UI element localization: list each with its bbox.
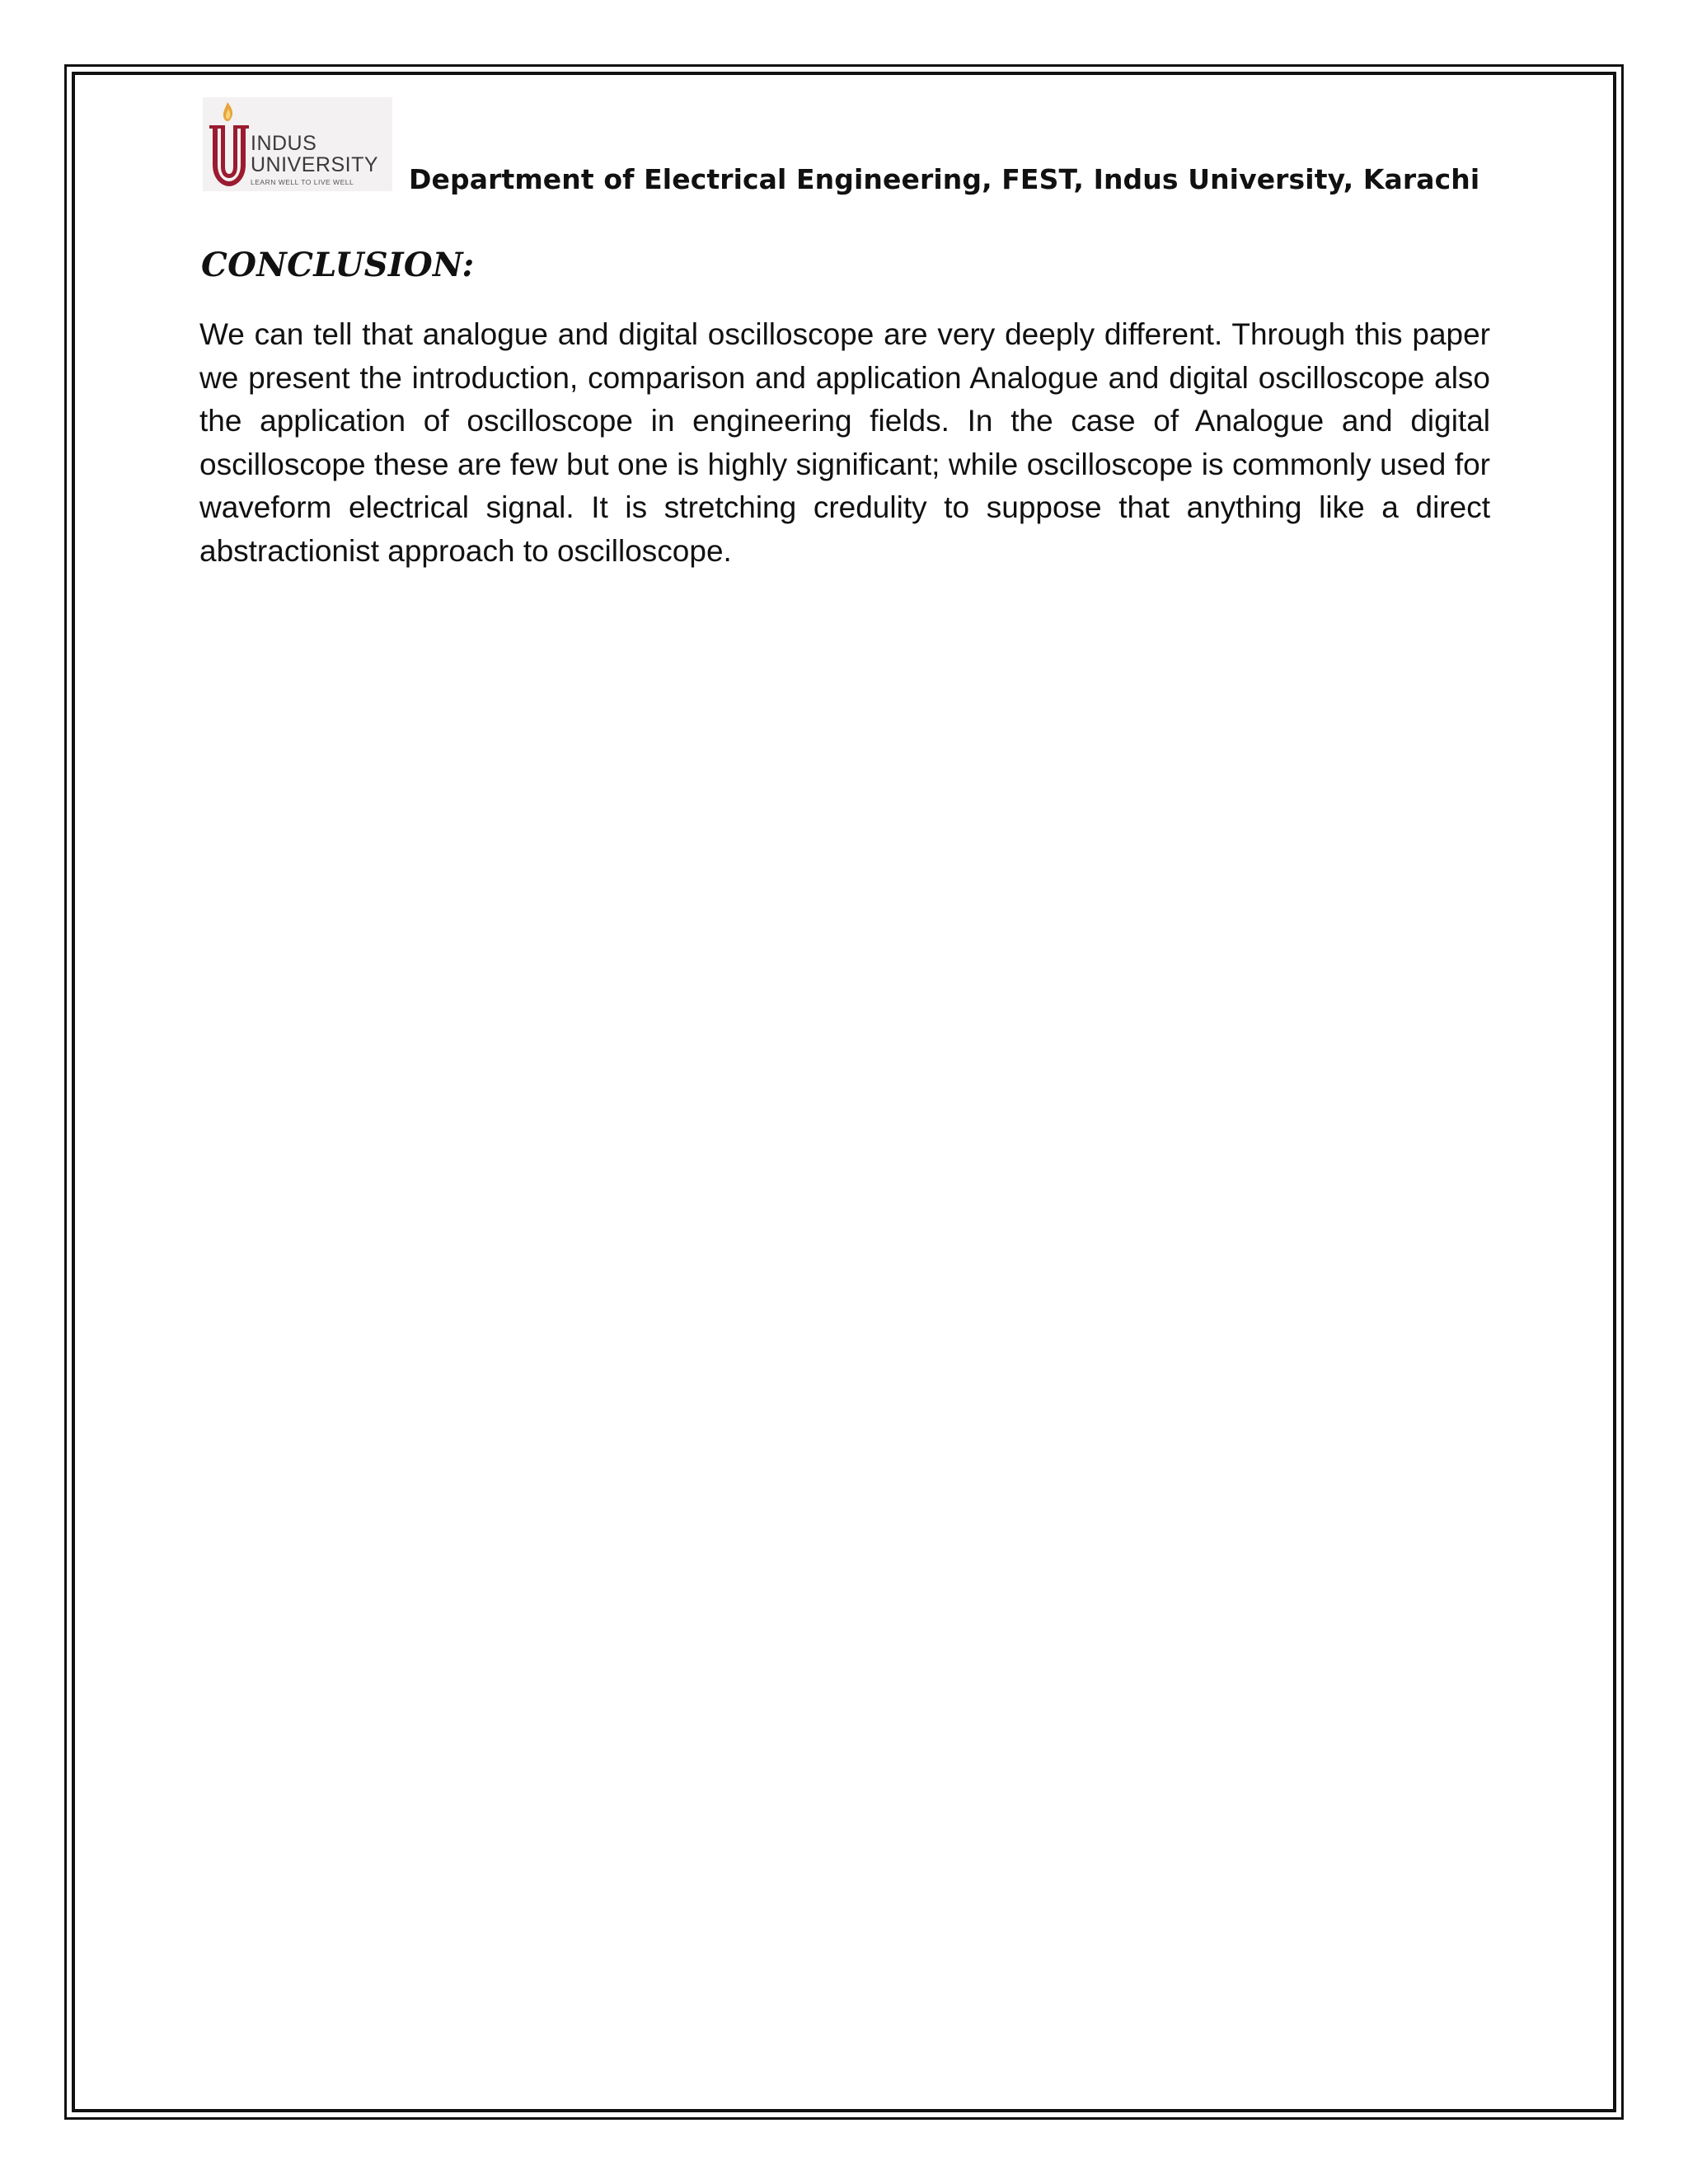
logo-text-university: UNIVERSITY: [251, 153, 379, 176]
indus-university-logo: [203, 97, 392, 191]
section-title: CONCLUSION:: [201, 246, 475, 284]
torch-logo-icon: [208, 101, 251, 190]
logo-tagline: LEARN WELL TO LIVE WELL: [251, 178, 354, 186]
logo-text-indus: INDUS: [251, 132, 317, 155]
department-heading: Department of Electrical Engineering, FEST, Indus University, Karachi: [409, 163, 1480, 195]
conclusion-paragraph: We can tell that analogue and digital oscilloscope are very deeply different. Through this paper we present the introduction, comparison and application Analogue and digital oscilloscope also the application of oscilloscope in engineering fields. In the case of Analogue and digital oscilloscope these are few but one is highly significant; while oscilloscope is commonly used for waveform electrical signal. It is stretching credulity to suppose that anything like a direct abstractionist approach to oscilloscope.: [199, 317, 1490, 568]
page-header: [203, 97, 1522, 203]
